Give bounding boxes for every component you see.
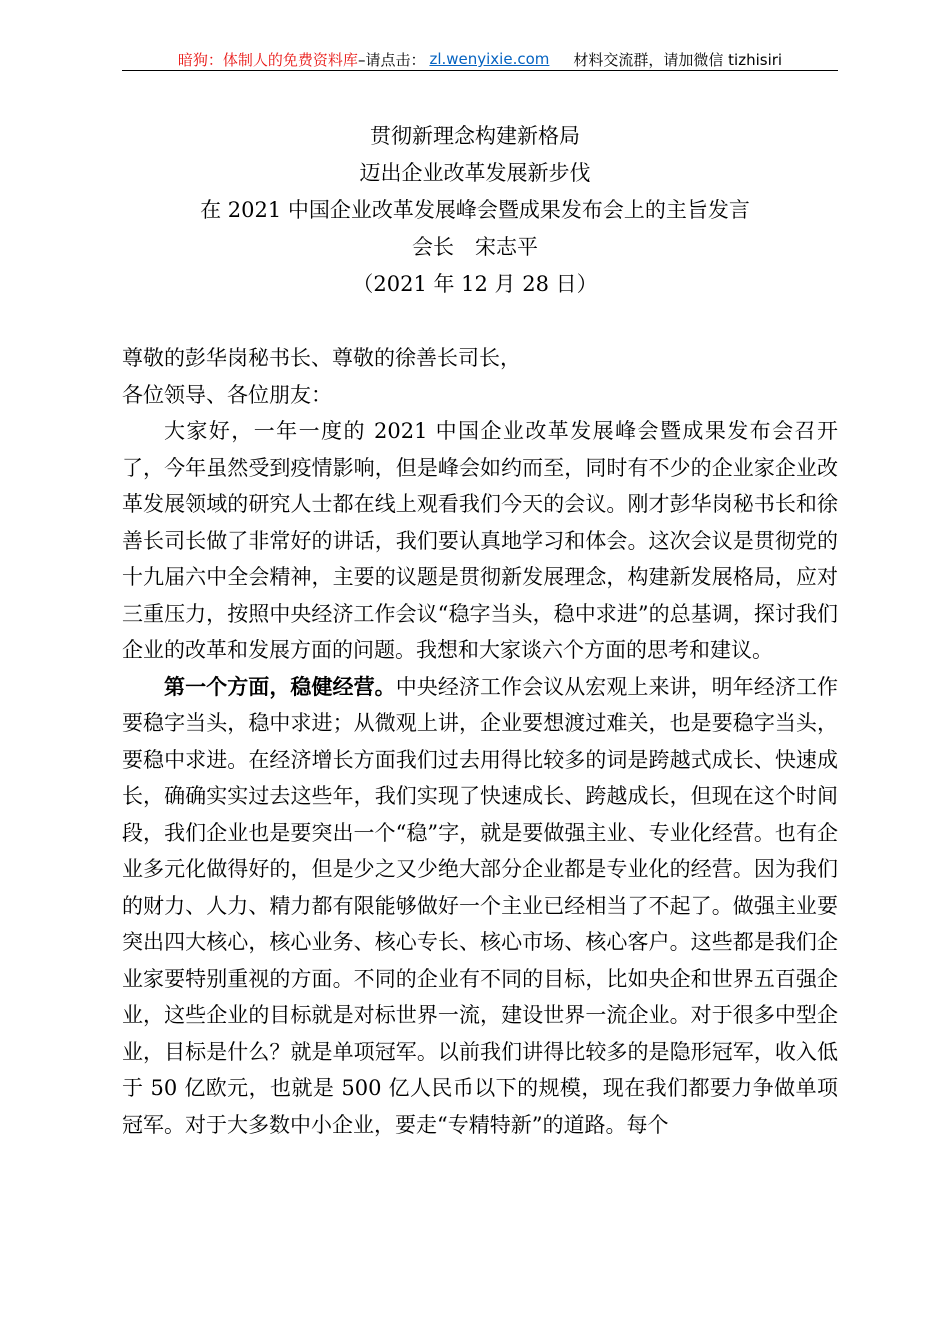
- section-text: 中央经济工作会议从宏观上来讲，明年经济工作要稳字当头，稳中求进；从微观上讲，企业要想渡过难关，也是要稳字当头，要稳中求进。在经济增长方面我们过去用得比较多的词是跨越式成长、快速成长，确确实实过去这些年，我们实现了快速成长、跨越成长，但现在这个时间段，我们企业也是要突出一个“稳”字，就是要做强主业、专业化经营。也有企业多元化做得好的，但是少之又少绝大部分企业都是专业化的经营。因为我们的财力、人力、精力都有限能够做好一个主业已经相当了不起了。做强主业要突出四大核心，核心业务、核心专长、核心市场、核心客户。这些都是我们企业家要特别重视的方面。不同的企业有不同的目标，比如央企和世界五百强企业，这些企业的目标就是对标世界一流，建设世界一流企业。对于很多中型企业，目标是什么？就是单项冠军。以前我们讲得比较多的是隐形冠军，收入低于 50 亿欧元，也就是 500 亿人民币以下的规模，现在我们都要力争做单项冠军。对于大多数中小企业，要走“专精特新”的道路。每个: [122, 674, 839, 1137]
- speech-date: （2021 年 12 月 28 日）: [352, 272, 598, 296]
- header-banner: [122, 46, 838, 72]
- main-title: 贯彻新理念构建新格局: [370, 124, 580, 148]
- title-block: [0, 118, 950, 303]
- header-link[interactable]: zl.wenyixie.com: [429, 50, 550, 68]
- header-contact: 材料交流群，请加微信 tizhisiri: [573, 50, 783, 69]
- header-brand: 暗狗：体制人的免费资料库: [177, 50, 358, 69]
- paragraph-opening: 大家好，一年一度的 2021 中国企业改革发展峰会暨成果发布会召开了，今年虽然受到疫情影响，但是峰会如约而至，同时有不少的企业家企业改革发展领域的研究人士都在线上观看我们今天的会议。刚才彭华岗秘书长和徐善长司长做了非常好的讲话，我们要认真地学习和体会。这次会议是贯彻党的十九届六中全会精神，主要的议题是贯彻新发展理念，构建新发展格局，应对三重压力，按照中央经济工作会议“稳字当头，稳中求进”的总基调，探讨我们企业的改革和发展方面的问题。我想和大家谈六个方面的思考和建议。: [122, 419, 838, 662]
- section-heading: 第一个方面，稳健经营。: [164, 673, 396, 699]
- greeting-line: 尊敬的彭华岗秘书长、尊敬的徐善长司长，: [122, 346, 521, 370]
- sub-title: 迈出企业改革发展新步伐: [359, 161, 591, 185]
- occasion-title: 在 2021 中国企业改革发展峰会暨成果发布会上的主旨发言: [200, 198, 750, 222]
- header-click-prefix: –请点击：: [357, 50, 426, 69]
- header-divider: [122, 70, 838, 71]
- paragraph-section-one: [122, 669, 838, 1144]
- speaker: 会长 宋志平: [412, 235, 538, 259]
- speech-body: [122, 340, 838, 1143]
- greeting-line: 各位领导、各位朋友：: [122, 382, 332, 407]
